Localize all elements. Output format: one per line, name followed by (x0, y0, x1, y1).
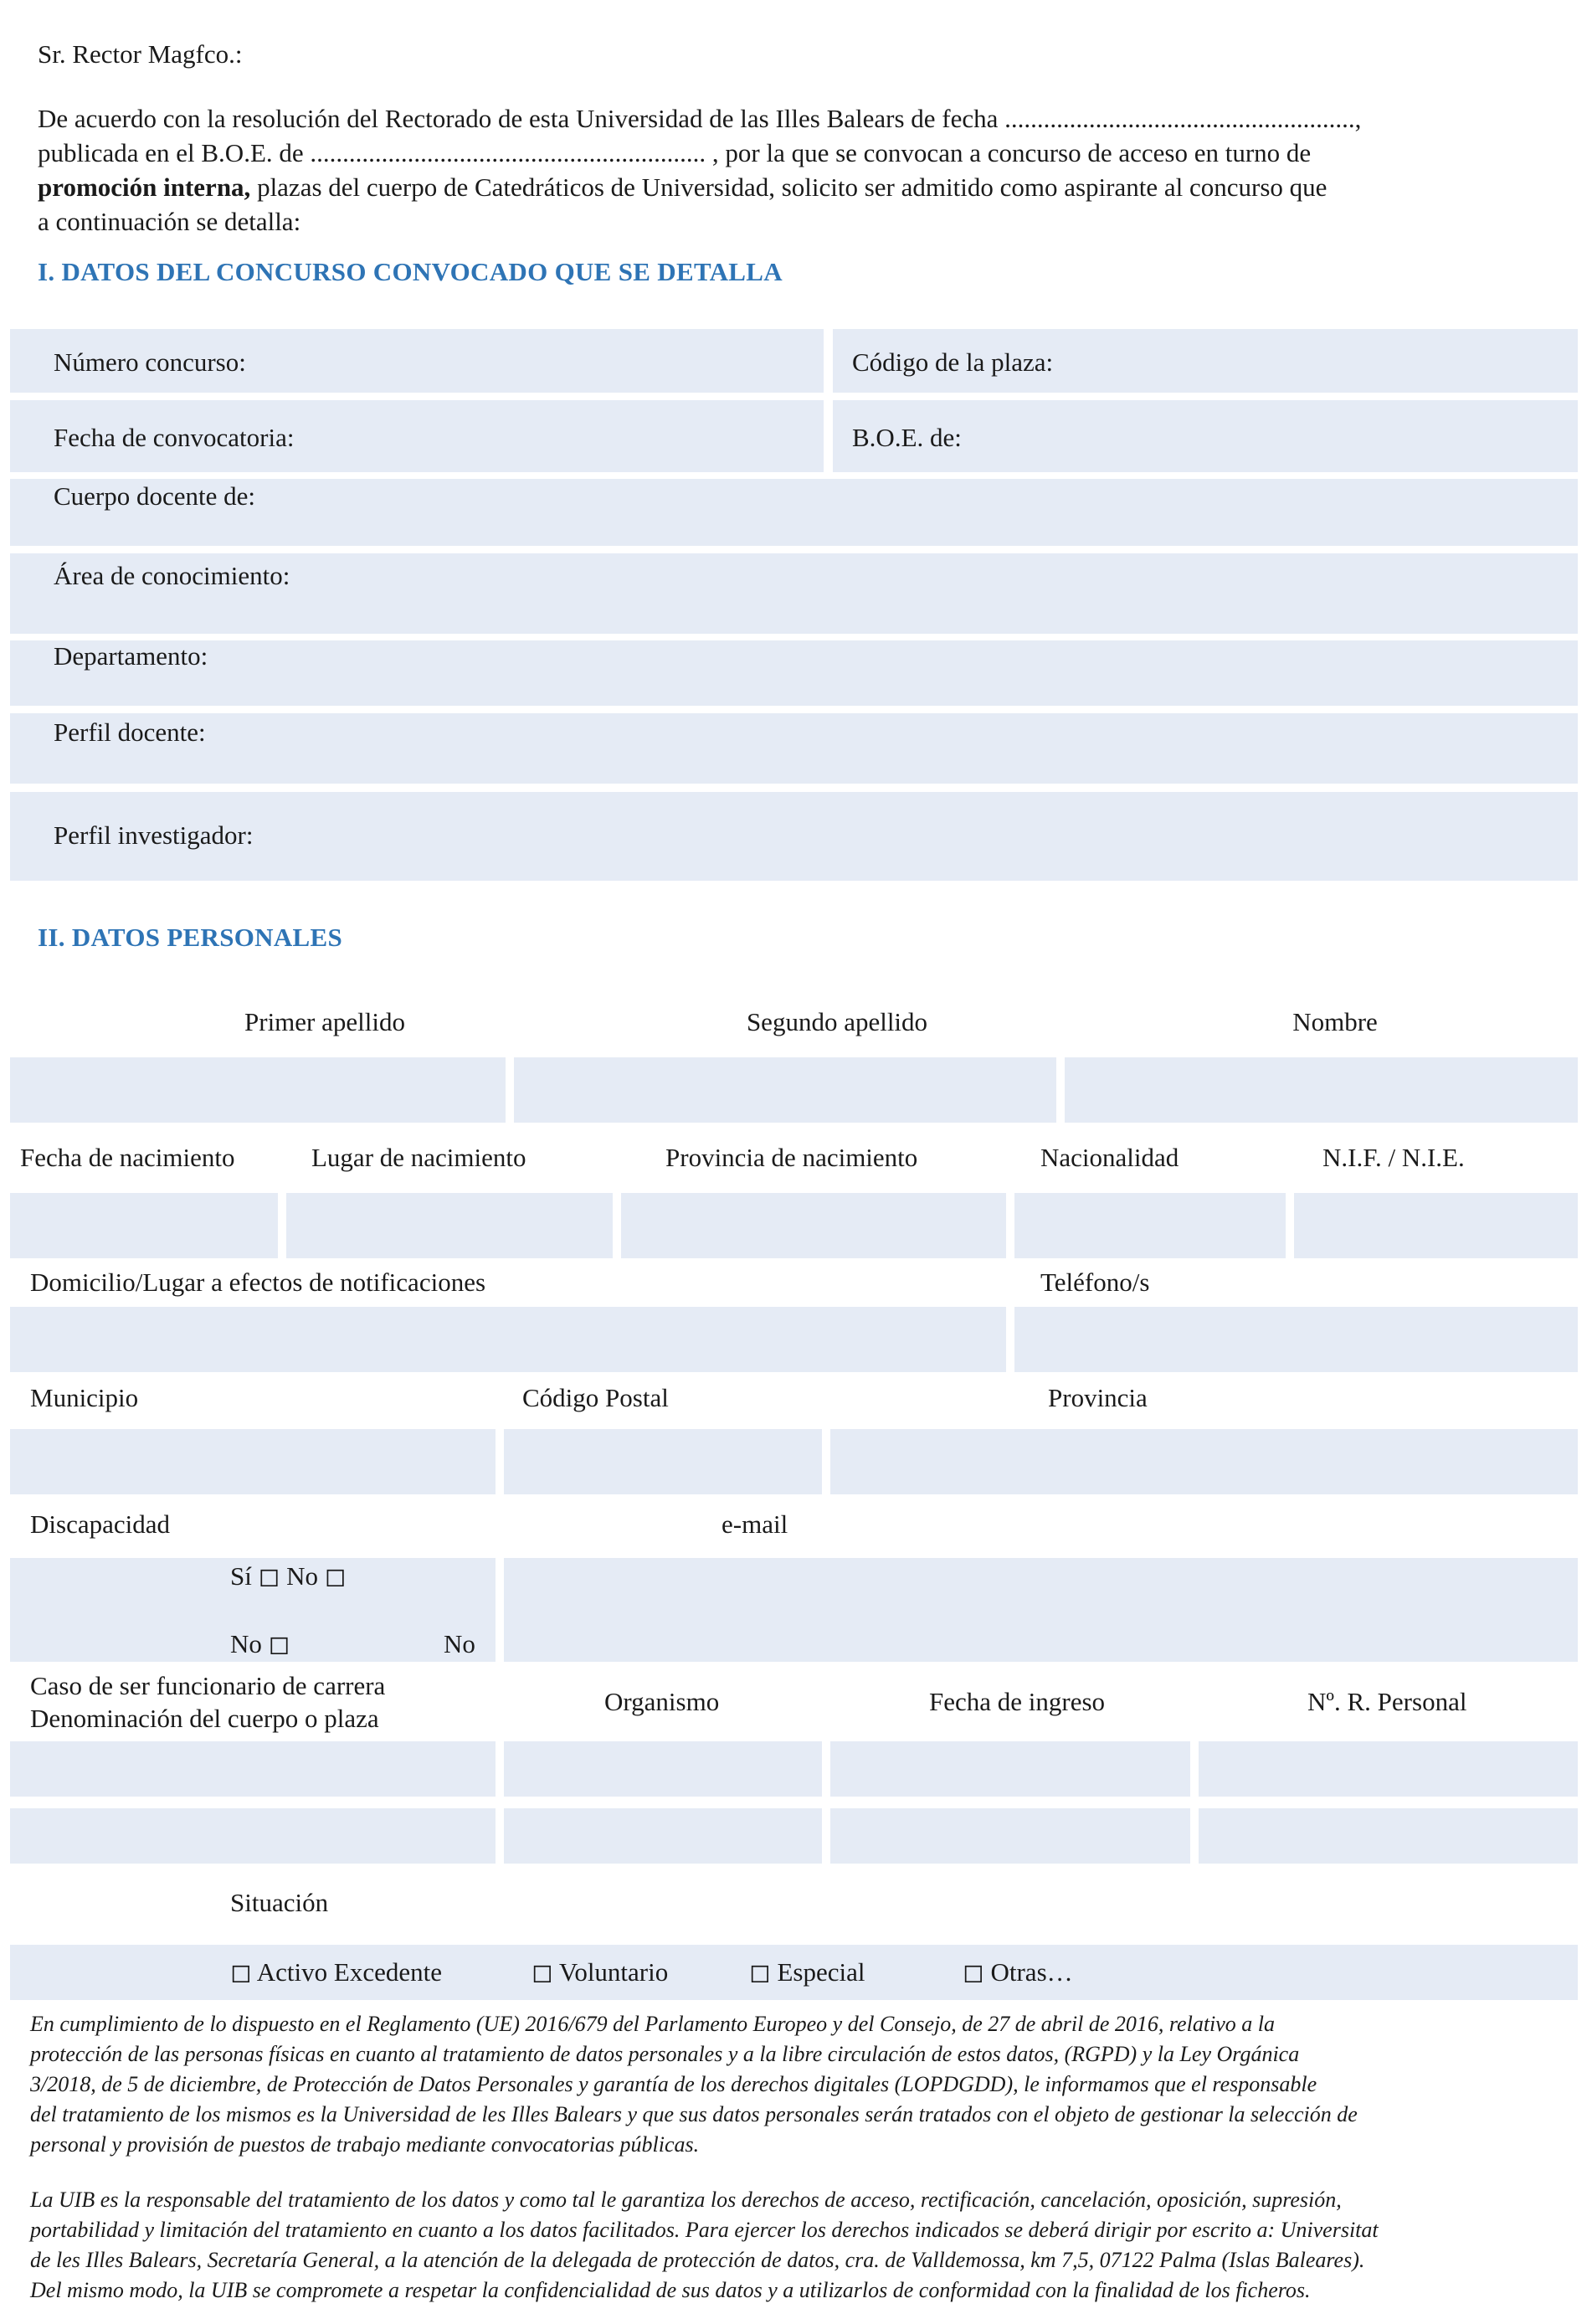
provincia-field[interactable] (830, 1429, 1578, 1494)
privacy-p1-line: protección de las personas físicas en cuanto al tratamiento de datos personales y a la libre circulación de estos datos, (RGPD) y la Ley Orgánica (30, 2042, 1300, 2066)
perfil-docente-label: Perfil docente: (54, 717, 206, 747)
privacy-p1-line: 3/2018, de 5 de diciembre, de Protección de Datos Personales y garantía de los derechos digitales (LOPDGDD), le informamos que el responsable (30, 2072, 1317, 2096)
section-2-title: II. DATOS PERSONALES (38, 923, 343, 952)
privacy-p2-line: portabilidad y limitación del tratamiento en cuanto a los datos facilitados. Para ejercer los derechos indicados se deberá dirigir por escrito a: Universitat (30, 2218, 1379, 2242)
organismo-label: Organismo (604, 1687, 720, 1716)
funcionario-label-2: Denominación del cuerpo o plaza (30, 1704, 379, 1733)
cuerpo-plaza-field-2[interactable] (10, 1808, 496, 1864)
provincia-nacimiento-field[interactable] (621, 1193, 1006, 1258)
codigo-postal-field[interactable] (504, 1429, 822, 1494)
privacy-paragraph-2 (30, 2185, 1488, 2306)
fecha-ingreso-field-1[interactable] (830, 1741, 1190, 1797)
situacion-label: Situación (230, 1888, 329, 1917)
codigo-postal-label: Código Postal (522, 1383, 669, 1412)
codigo-plaza-label: Código de la plaza: (852, 347, 1054, 377)
provincia-label: Provincia (1048, 1383, 1148, 1412)
discapacidad-si-no[interactable]: Sí ◻ No ◻ (230, 1561, 347, 1591)
telefono-label: Teléfono/s (1040, 1267, 1150, 1297)
municipio-field[interactable] (10, 1429, 496, 1494)
organismo-field-2[interactable] (504, 1808, 822, 1864)
privacy-p1-line: del tratamiento de los mismos es la Universidad de les Illes Balears y que sus datos personales serán tratados con el objeto de gestionar la selección de (30, 2102, 1358, 2126)
perfil-investigador-label: Perfil investigador: (54, 820, 254, 850)
nombre-label: Nombre (1292, 1007, 1378, 1036)
primer-apellido-label: Primer apellido (244, 1007, 405, 1036)
discapacidad-no-2: No (444, 1629, 475, 1658)
section-1-title: I. DATOS DEL CONCURSO CONVOCADO QUE SE DETALLA (38, 257, 783, 286)
provincia-nacimiento-label: Provincia de nacimiento (665, 1143, 918, 1172)
primer-apellido-field[interactable] (10, 1057, 506, 1123)
discapacidad-no-1[interactable]: No ◻ (230, 1629, 290, 1658)
numero-concurso-label: Número concurso: (54, 347, 246, 377)
intro-line-1: De acuerdo con la resolución del Rectorado de esta Universidad de las Illes Balears de fecha ......................................................, (38, 104, 1362, 133)
option-activo-excedente[interactable]: ◻ Activo Excedente (230, 1957, 442, 1987)
departamento-label: Departamento: (54, 641, 208, 671)
fecha-convocatoria-label: Fecha de convocatoria: (54, 423, 295, 452)
intro-line-4: a continuación se detalla: (38, 207, 301, 236)
privacy-p1-line: En cumplimiento de lo dispuesto en el Reglamento (UE) 2016/679 del Parlamento Europeo y del Consejo, de 27 de abril de 2016, relativo a la (30, 2012, 1276, 2036)
option-especial[interactable]: ◻ Especial (749, 1957, 865, 1987)
domicilio-field[interactable] (10, 1307, 1006, 1372)
segundo-apellido-field[interactable] (514, 1057, 1056, 1123)
lugar-nacimiento-field[interactable] (286, 1193, 613, 1258)
boe-label: B.O.E. de: (852, 423, 962, 452)
privacy-paragraph-1 (30, 2009, 1488, 2160)
fecha-nacimiento-field[interactable] (10, 1193, 278, 1258)
nrp-field-1[interactable] (1199, 1741, 1578, 1797)
nif-field[interactable] (1294, 1193, 1578, 1258)
option-otras[interactable]: ◻ Otras… (963, 1957, 1073, 1987)
email-field[interactable] (504, 1558, 1578, 1662)
municipio-label: Municipio (30, 1383, 139, 1412)
fecha-nacimiento-label: Fecha de nacimiento (20, 1143, 235, 1172)
funcionario-label-1: Caso de ser funcionario de carrera (30, 1671, 386, 1700)
cuerpo-docente-label: Cuerpo docente de: (54, 481, 256, 511)
privacy-p2-line: Del mismo modo, la UIB se compromete a respetar la confidencialidad de sus datos y a utilizarlos de conformidad con la finalidad de los ficheros. (30, 2278, 1311, 2302)
cuerpo-plaza-field-1[interactable] (10, 1741, 496, 1797)
nacionalidad-field[interactable] (1014, 1193, 1286, 1258)
nacionalidad-label: Nacionalidad (1040, 1143, 1179, 1172)
intro-bold: promoción interna, (38, 172, 251, 202)
nrp-field-2[interactable] (1199, 1808, 1578, 1864)
nif-label: N.I.F. / N.I.E. (1322, 1143, 1465, 1172)
option-voluntario[interactable]: ◻ Voluntario (532, 1957, 669, 1987)
nombre-field[interactable] (1065, 1057, 1578, 1123)
fecha-ingreso-label: Fecha de ingreso (929, 1687, 1106, 1716)
intro-line-2: publicada en el B.O.E. de ............................................................. , por la que se convocan a concurso de acceso en turno de (38, 138, 1312, 167)
intro-line-3 (38, 171, 1327, 204)
privacy-p2-line: de les Illes Balears, Secretaría General, a la atención de la delegada de protección de datos, cra. de Valldemossa, km 7,5, 07122 Palma (Islas Baleares). (30, 2248, 1365, 2272)
departamento-field[interactable] (10, 640, 1578, 706)
nrp-label: Nº. R. Personal (1307, 1687, 1467, 1716)
greeting: Sr. Rector Magfco.: (38, 39, 243, 69)
intro-line-3-rest: plazas del cuerpo de Catedráticos de Universidad, solicito ser admitido como aspirante al concurso que (250, 172, 1328, 202)
telefono-field[interactable] (1014, 1307, 1578, 1372)
organismo-field-1[interactable] (504, 1741, 822, 1797)
lugar-nacimiento-label: Lugar de nacimiento (311, 1143, 526, 1172)
domicilio-label: Domicilio/Lugar a efectos de notificaciones (30, 1267, 486, 1297)
segundo-apellido-label: Segundo apellido (746, 1007, 928, 1036)
privacy-p2-line: La UIB es la responsable del tratamiento de los datos y como tal le garantiza los derechos de acceso, rectificación, cancelación, oposición, supresión, (30, 2188, 1342, 2212)
privacy-p1-line: personal y provisión de puestos de trabajo mediante convocatorias públicas. (30, 2132, 700, 2157)
email-label: e-mail (722, 1509, 788, 1539)
perfil-docente-field[interactable] (10, 713, 1578, 784)
area-label: Área de conocimiento: (54, 561, 290, 590)
discapacidad-label: Discapacidad (30, 1509, 170, 1539)
fecha-ingreso-field-2[interactable] (830, 1808, 1190, 1864)
